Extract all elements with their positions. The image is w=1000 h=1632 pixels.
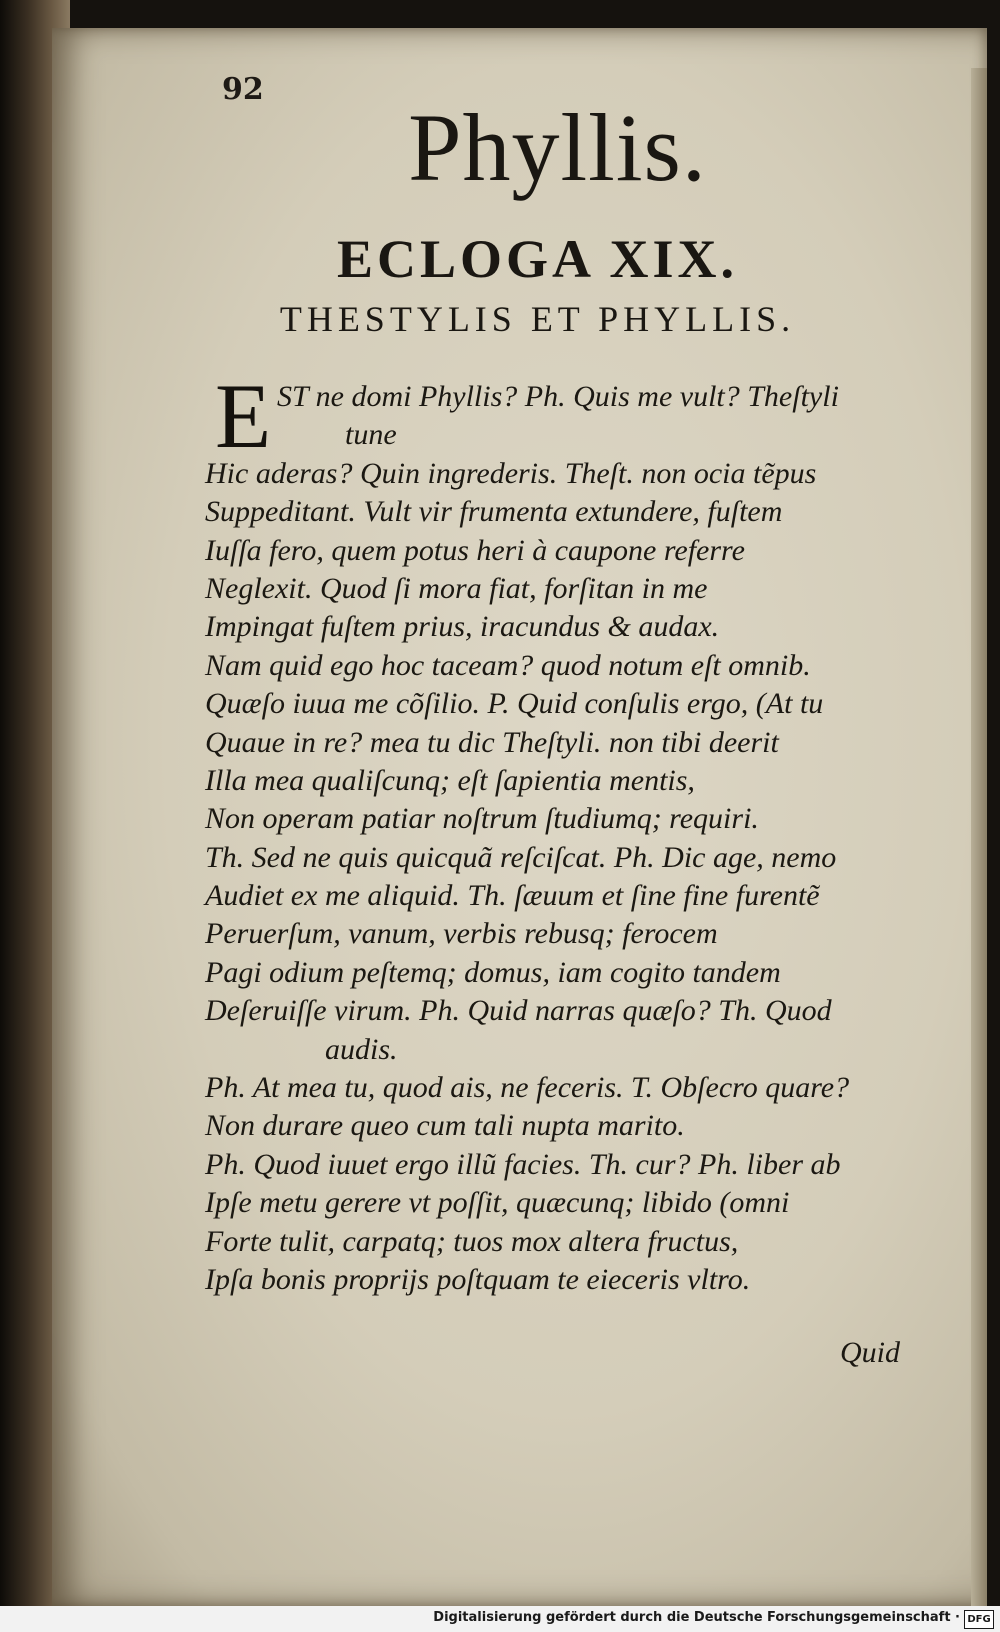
verse-line: Hic aderas? Quin ingrederis. Theſt. non ocia tẽpus: [205, 456, 817, 490]
catchword: Quid: [840, 1336, 900, 1369]
verse-line: Forte tulit, carpatq; tuos mox altera fructus,: [205, 1224, 739, 1258]
verse-line: Neglexit. Quod ſi mora fiat, forſitan in me: [205, 571, 708, 605]
verse-line: Audiet ex me aliquid. Th. ſæuum et ſine fine furentẽ: [205, 879, 820, 913]
eclogue-heading: ECLOGA XIX.: [336, 229, 739, 289]
verse-line: tune: [345, 418, 397, 452]
verse-line: Deſeruiſſe virum. Ph. Quid narras quæſo? Th. Quod: [205, 994, 832, 1028]
verse-block: [205, 365, 905, 1299]
verse-line: Non durare queo cum tali nupta marito.: [205, 1109, 685, 1143]
verse-line: Quaue in re? mea tu dic Theſtyli. non tibi deerit: [205, 725, 779, 759]
verse-line: Suppeditant. Vult vir frumenta extundere, fuſtem: [205, 495, 783, 529]
verse-line: Illa mea qualiſcunq; eſt ſapientia mentis,: [205, 763, 695, 797]
speakers-heading: THESTYLIS ET PHYLLIS.: [279, 299, 796, 339]
footer-bar: [0, 1606, 1000, 1632]
running-title: Phyllis.: [408, 94, 707, 201]
verse-line: Impingat fuſtem prius, iracundus & audax.: [205, 610, 720, 644]
verse-line: Ph. Quod iuuet ergo illũ facies. Th. cur? Ph. liber ab: [205, 1147, 841, 1181]
verse-line: Quæſo iuua me cõſilio. P. Quid conſulis ergo, (At tu: [205, 687, 824, 721]
dfg-logo-icon: DFG: [964, 1610, 994, 1629]
verse-line: audis.: [325, 1032, 398, 1066]
page-number: 92: [222, 72, 264, 107]
page-edge: [971, 68, 987, 1608]
verse-line: Pagi odium peſtemq; domus, iam cogito tandem: [205, 955, 781, 989]
verse-line: Th. Sed ne quis quicquã reſciſcat. Ph. Dic age, nemo: [205, 840, 837, 874]
funding-credit: Digitalisierung gefördert durch die Deutsche Forschungsgemeinschaft ·: [433, 1610, 960, 1625]
verse-line: Nam quid ego hoc taceam? quod notum eſt omnib.: [205, 648, 811, 682]
verse-line: Peruerſum, vanum, verbis rebusq; ferocem: [205, 917, 718, 951]
verse-line: Ipſe metu gerere vt poſſit, quæcunq; libido (omni: [205, 1186, 790, 1220]
drop-cap: E: [215, 365, 272, 467]
verse-line: ST ne domi Phyllis? Ph. Quis me vult? Theſtyli: [277, 380, 839, 413]
verse-line: Non operam patiar noſtrum ſtudiumq; requiri.: [205, 802, 759, 836]
verse-line: Iuſſa fero, quem potus heri à caupone referre: [205, 533, 745, 567]
verse-line: Ipſa bonis proprijs poſtquam te eieceris vltro.: [205, 1262, 751, 1296]
verse-line: Ph. At mea tu, quod ais, ne feceris. T. Obſecro quare?: [205, 1071, 850, 1105]
